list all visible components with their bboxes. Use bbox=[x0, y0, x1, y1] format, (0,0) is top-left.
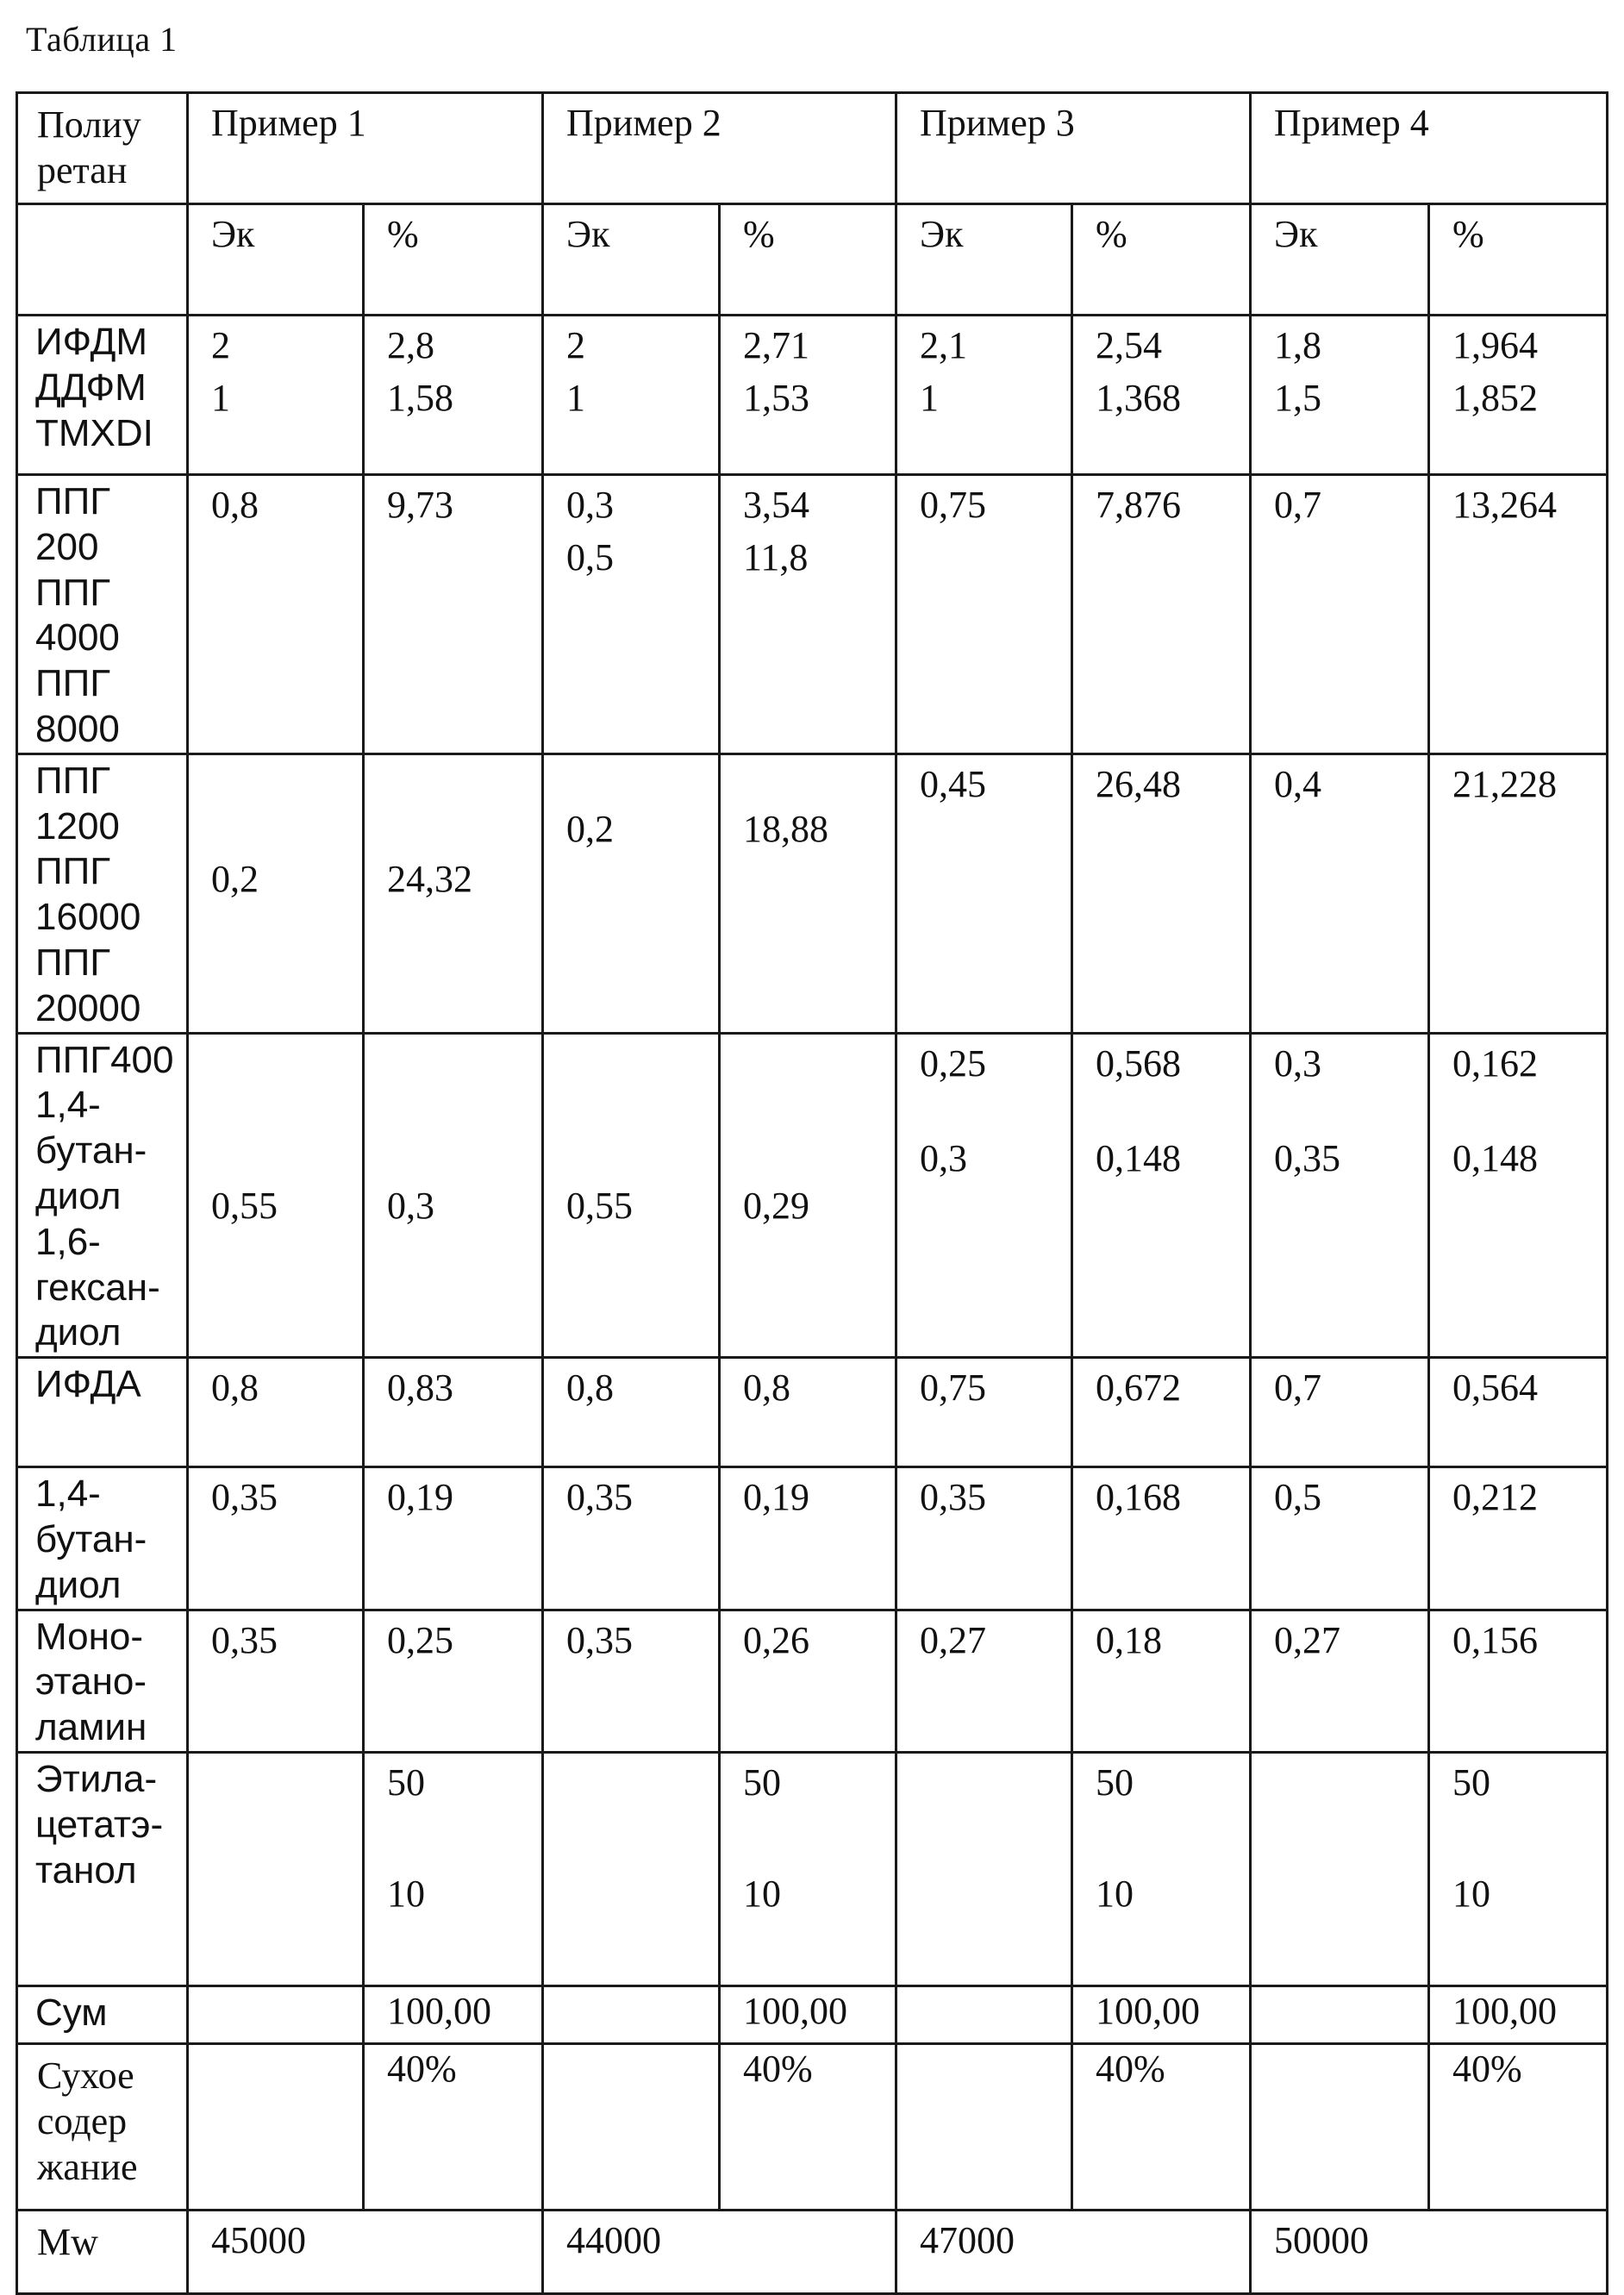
value: 2 bbox=[566, 323, 718, 369]
value: 0,75 bbox=[920, 483, 1071, 528]
butanediol-label bbox=[17, 1467, 188, 1610]
dry-content-row bbox=[17, 2043, 1608, 2210]
cell: 100,00 bbox=[1429, 1985, 1608, 2043]
value: 0,148 bbox=[1096, 1136, 1249, 1182]
value: 0,35 bbox=[1274, 1136, 1427, 1182]
value: 50 bbox=[743, 1760, 895, 1806]
value: 1,8 bbox=[1274, 323, 1427, 369]
value: 1,964 bbox=[1452, 323, 1606, 369]
sum-label bbox=[17, 1985, 188, 2043]
dry-content-label bbox=[17, 2043, 188, 2210]
ppg-group-1-label bbox=[17, 475, 188, 754]
cell bbox=[188, 754, 364, 1033]
cell: 0,168 bbox=[1072, 1467, 1251, 1610]
label-line: бутан- bbox=[35, 1517, 186, 1563]
ifda-row bbox=[17, 1358, 1608, 1467]
cell bbox=[896, 1985, 1072, 2043]
cell: 100,00 bbox=[720, 1985, 896, 2043]
example-4-header bbox=[1251, 93, 1608, 204]
value: 0,2 bbox=[566, 807, 718, 853]
ppg-group-2-label bbox=[17, 754, 188, 1033]
cell: 0,564 bbox=[1429, 1358, 1608, 1467]
value: 10 bbox=[743, 1872, 895, 1917]
cell bbox=[896, 1033, 1072, 1358]
cell: 0,35 bbox=[188, 1467, 364, 1610]
cell: 0,35 bbox=[543, 1610, 720, 1752]
value: 0,8 bbox=[211, 483, 362, 528]
value: 1 bbox=[566, 376, 718, 422]
label-line: 1,4- bbox=[35, 1472, 186, 1517]
label-line: ИФДА bbox=[35, 1362, 186, 1408]
cell: 40% bbox=[720, 2043, 896, 2210]
cell bbox=[188, 1752, 364, 1985]
cell bbox=[896, 316, 1072, 475]
cell: 100,00 bbox=[364, 1985, 543, 2043]
value: 24,32 bbox=[387, 857, 541, 903]
cell bbox=[1429, 475, 1608, 754]
label-line: содер bbox=[37, 2099, 186, 2145]
cell bbox=[543, 2043, 720, 2210]
value: 0,568 bbox=[1096, 1041, 1249, 1087]
cell: 0,35 bbox=[543, 1467, 720, 1610]
ek-header-4: Эк bbox=[1251, 204, 1429, 316]
value: 0,3 bbox=[566, 483, 718, 528]
example-2-label: Пример 2 bbox=[566, 102, 721, 144]
ifda-label bbox=[17, 1358, 188, 1467]
value: 0,29 bbox=[743, 1184, 895, 1229]
label-line: 4000 bbox=[35, 616, 186, 661]
value: 9,73 bbox=[387, 483, 541, 528]
label-line: Моно- bbox=[35, 1615, 186, 1660]
cell bbox=[364, 475, 543, 754]
monoethanolamine-label bbox=[17, 1610, 188, 1752]
polyurethane-table-body bbox=[16, 91, 1608, 2295]
value: 0,55 bbox=[211, 1184, 362, 1229]
cell bbox=[1251, 1033, 1429, 1358]
value: 50 bbox=[1096, 1760, 1249, 1806]
monoethanolamine-row bbox=[17, 1610, 1608, 1752]
cell bbox=[1251, 475, 1429, 754]
butanediol-row bbox=[17, 1467, 1608, 1610]
cell bbox=[1429, 754, 1608, 1033]
cell bbox=[188, 316, 364, 475]
cell: 40% bbox=[364, 2043, 543, 2210]
subheader-empty bbox=[17, 204, 188, 316]
value: 0,3 bbox=[387, 1184, 541, 1229]
cell: 0,25 bbox=[364, 1610, 543, 1752]
example-4-label: Пример 4 bbox=[1274, 102, 1429, 144]
cell: 40% bbox=[1429, 2043, 1608, 2210]
cell: 0,83 bbox=[364, 1358, 543, 1467]
value: 50 bbox=[387, 1760, 541, 1806]
header-row bbox=[17, 93, 1608, 204]
pct-header-4: % bbox=[1429, 204, 1608, 316]
label-line: 1,6- bbox=[35, 1220, 186, 1266]
label-line: диол bbox=[35, 1310, 186, 1356]
mw-label bbox=[17, 2210, 188, 2293]
value: 13,264 bbox=[1452, 483, 1606, 528]
label-line: гексан- bbox=[35, 1266, 186, 1311]
ppg-group-1-row bbox=[17, 475, 1608, 754]
value: 18,88 bbox=[743, 807, 895, 853]
example-1-header bbox=[188, 93, 543, 204]
label-line: 1200 bbox=[35, 804, 186, 850]
cell bbox=[543, 316, 720, 475]
value: 3,54 bbox=[743, 483, 895, 528]
cell: 0,35 bbox=[896, 1467, 1072, 1610]
value: 2 bbox=[211, 323, 362, 369]
value: 0,148 bbox=[1452, 1136, 1606, 1182]
solvent-row bbox=[17, 1752, 1608, 1985]
label-line: ИФДМ bbox=[35, 320, 186, 366]
value: 11,8 bbox=[743, 535, 895, 581]
label-line: 1,4- bbox=[35, 1083, 186, 1129]
label-line: этано- bbox=[35, 1660, 186, 1705]
label-line: 200 bbox=[35, 525, 186, 571]
corner-line-2: ретан bbox=[37, 148, 186, 194]
value: 0,55 bbox=[566, 1184, 718, 1229]
cell bbox=[543, 1033, 720, 1358]
cell bbox=[720, 1752, 896, 1985]
corner-line-1: Полиу bbox=[37, 103, 186, 148]
cell: 100,00 bbox=[1072, 1985, 1251, 2043]
cell: 0,19 bbox=[364, 1467, 543, 1610]
cell bbox=[364, 1752, 543, 1985]
label-line: ППГ bbox=[35, 479, 186, 525]
cell: 40% bbox=[1072, 2043, 1251, 2210]
label-line: ДДФМ bbox=[35, 366, 186, 411]
pct-header-1: % bbox=[364, 204, 543, 316]
cell bbox=[1072, 1752, 1251, 1985]
cell bbox=[543, 754, 720, 1033]
cell bbox=[1072, 316, 1251, 475]
label-line: Сум bbox=[35, 1991, 186, 2036]
value: 1,58 bbox=[387, 376, 541, 422]
pct-header-2: % bbox=[720, 204, 896, 316]
diol-row bbox=[17, 1033, 1608, 1358]
value: 50 bbox=[1452, 1760, 1606, 1806]
value: 0,7 bbox=[1274, 483, 1427, 528]
cell: 50000 bbox=[1251, 2210, 1608, 2293]
value: 0,2 bbox=[211, 857, 362, 903]
ek-header-1: Эк bbox=[188, 204, 364, 316]
sum-row bbox=[17, 1985, 1608, 2043]
example-3-label: Пример 3 bbox=[920, 102, 1075, 144]
cell bbox=[1072, 475, 1251, 754]
ek-header-3: Эк bbox=[896, 204, 1072, 316]
cell: 0,75 bbox=[896, 1358, 1072, 1467]
cell bbox=[720, 475, 896, 754]
cell: 0,8 bbox=[720, 1358, 896, 1467]
value: 0,5 bbox=[566, 535, 718, 581]
cell: 45000 bbox=[188, 2210, 543, 2293]
label-line: диол bbox=[35, 1174, 186, 1220]
isocyanate-row bbox=[17, 316, 1608, 475]
label-line: Сухое bbox=[37, 2054, 186, 2099]
cell: 0,212 bbox=[1429, 1467, 1608, 1610]
label-line: ППГ bbox=[35, 759, 186, 804]
value: 2,8 bbox=[387, 323, 541, 369]
example-3-header bbox=[896, 93, 1251, 204]
cell bbox=[1429, 1752, 1608, 1985]
label-line: ППГ bbox=[35, 941, 186, 986]
label-line: ППГ bbox=[35, 661, 186, 707]
cell: 0,8 bbox=[188, 1358, 364, 1467]
value: 10 bbox=[1096, 1872, 1249, 1917]
value: 1,852 bbox=[1452, 376, 1606, 422]
value: 2,1 bbox=[920, 323, 1071, 369]
label-line: ППГ bbox=[35, 849, 186, 895]
value: 2,71 bbox=[743, 323, 895, 369]
solvent-label bbox=[17, 1752, 188, 1985]
label-line: диол bbox=[35, 1563, 186, 1609]
cell bbox=[1251, 2043, 1429, 2210]
value: 1,368 bbox=[1096, 376, 1249, 422]
example-2-header bbox=[543, 93, 896, 204]
cell bbox=[1072, 754, 1251, 1033]
cell: 0,18 bbox=[1072, 1610, 1251, 1752]
ppg-group-2-row bbox=[17, 754, 1608, 1033]
value: 0,162 bbox=[1452, 1041, 1606, 1087]
label-line: танол bbox=[35, 1848, 186, 1894]
value: 0,3 bbox=[920, 1136, 1071, 1182]
ek-header-2: Эк bbox=[543, 204, 720, 316]
value: 7,876 bbox=[1096, 483, 1249, 528]
value: 0,45 bbox=[920, 762, 1071, 808]
cell bbox=[1251, 1752, 1429, 1985]
cell bbox=[896, 2043, 1072, 2210]
cell bbox=[364, 316, 543, 475]
label-line: ППГ400 bbox=[35, 1038, 186, 1084]
cell: 0,19 bbox=[720, 1467, 896, 1610]
label-line: TMXDI bbox=[35, 411, 186, 457]
isocyanate-label bbox=[17, 316, 188, 475]
diol-label bbox=[17, 1033, 188, 1358]
value: 1,53 bbox=[743, 376, 895, 422]
cell bbox=[1251, 1985, 1429, 2043]
cell bbox=[1429, 1033, 1608, 1358]
label-line: 8000 bbox=[35, 707, 186, 753]
cell: 0,156 bbox=[1429, 1610, 1608, 1752]
cell: 44000 bbox=[543, 2210, 896, 2293]
cell: 47000 bbox=[896, 2210, 1251, 2293]
label-line: Mw bbox=[37, 2220, 186, 2266]
cell bbox=[1251, 754, 1429, 1033]
cell bbox=[1251, 316, 1429, 475]
pct-header-3: % bbox=[1072, 204, 1251, 316]
cell bbox=[720, 1033, 896, 1358]
value: 1,5 bbox=[1274, 376, 1427, 422]
value: 0,4 bbox=[1274, 762, 1427, 808]
label-line: ламин bbox=[35, 1705, 186, 1751]
label-line: цетатэ- bbox=[35, 1803, 186, 1848]
value: 10 bbox=[1452, 1872, 1606, 1917]
cell bbox=[543, 475, 720, 754]
corner-header bbox=[17, 93, 188, 204]
cell: 0,5 bbox=[1251, 1467, 1429, 1610]
cell bbox=[1429, 316, 1608, 475]
cell bbox=[543, 1752, 720, 1985]
cell bbox=[188, 2043, 364, 2210]
value: 26,48 bbox=[1096, 762, 1249, 808]
cell bbox=[188, 1985, 364, 2043]
cell bbox=[188, 1033, 364, 1358]
cell: 0,35 bbox=[188, 1610, 364, 1752]
cell bbox=[896, 475, 1072, 754]
label-line: Этила- bbox=[35, 1757, 186, 1803]
label-line: жание bbox=[37, 2145, 186, 2191]
cell: 0,27 bbox=[1251, 1610, 1429, 1752]
cell bbox=[543, 1985, 720, 2043]
mw-row bbox=[17, 2210, 1608, 2293]
value: 0,3 bbox=[1274, 1041, 1427, 1087]
cell bbox=[896, 1752, 1072, 1985]
value: 1 bbox=[211, 376, 362, 422]
cell bbox=[364, 1033, 543, 1358]
example-1-label: Пример 1 bbox=[211, 102, 366, 144]
cell bbox=[364, 754, 543, 1033]
cell bbox=[1072, 1033, 1251, 1358]
value: 2,54 bbox=[1096, 323, 1249, 369]
cell: 0,27 bbox=[896, 1610, 1072, 1752]
value: 1 bbox=[920, 376, 1071, 422]
subheader-row bbox=[17, 204, 1608, 316]
cell bbox=[188, 475, 364, 754]
cell bbox=[720, 316, 896, 475]
label-line: 16000 bbox=[35, 895, 186, 941]
cell bbox=[720, 754, 896, 1033]
table-caption: Таблица 1 bbox=[26, 19, 178, 59]
label-line: 20000 bbox=[35, 986, 186, 1032]
value: 10 bbox=[387, 1872, 541, 1917]
value: 0,25 bbox=[920, 1041, 1071, 1087]
cell: 0,7 bbox=[1251, 1358, 1429, 1467]
cell: 0,672 bbox=[1072, 1358, 1251, 1467]
label-line: бутан- bbox=[35, 1129, 186, 1174]
cell: 0,26 bbox=[720, 1610, 896, 1752]
value: 21,228 bbox=[1452, 762, 1606, 808]
cell bbox=[896, 754, 1072, 1033]
label-line: ППГ bbox=[35, 571, 186, 616]
cell: 0,8 bbox=[543, 1358, 720, 1467]
